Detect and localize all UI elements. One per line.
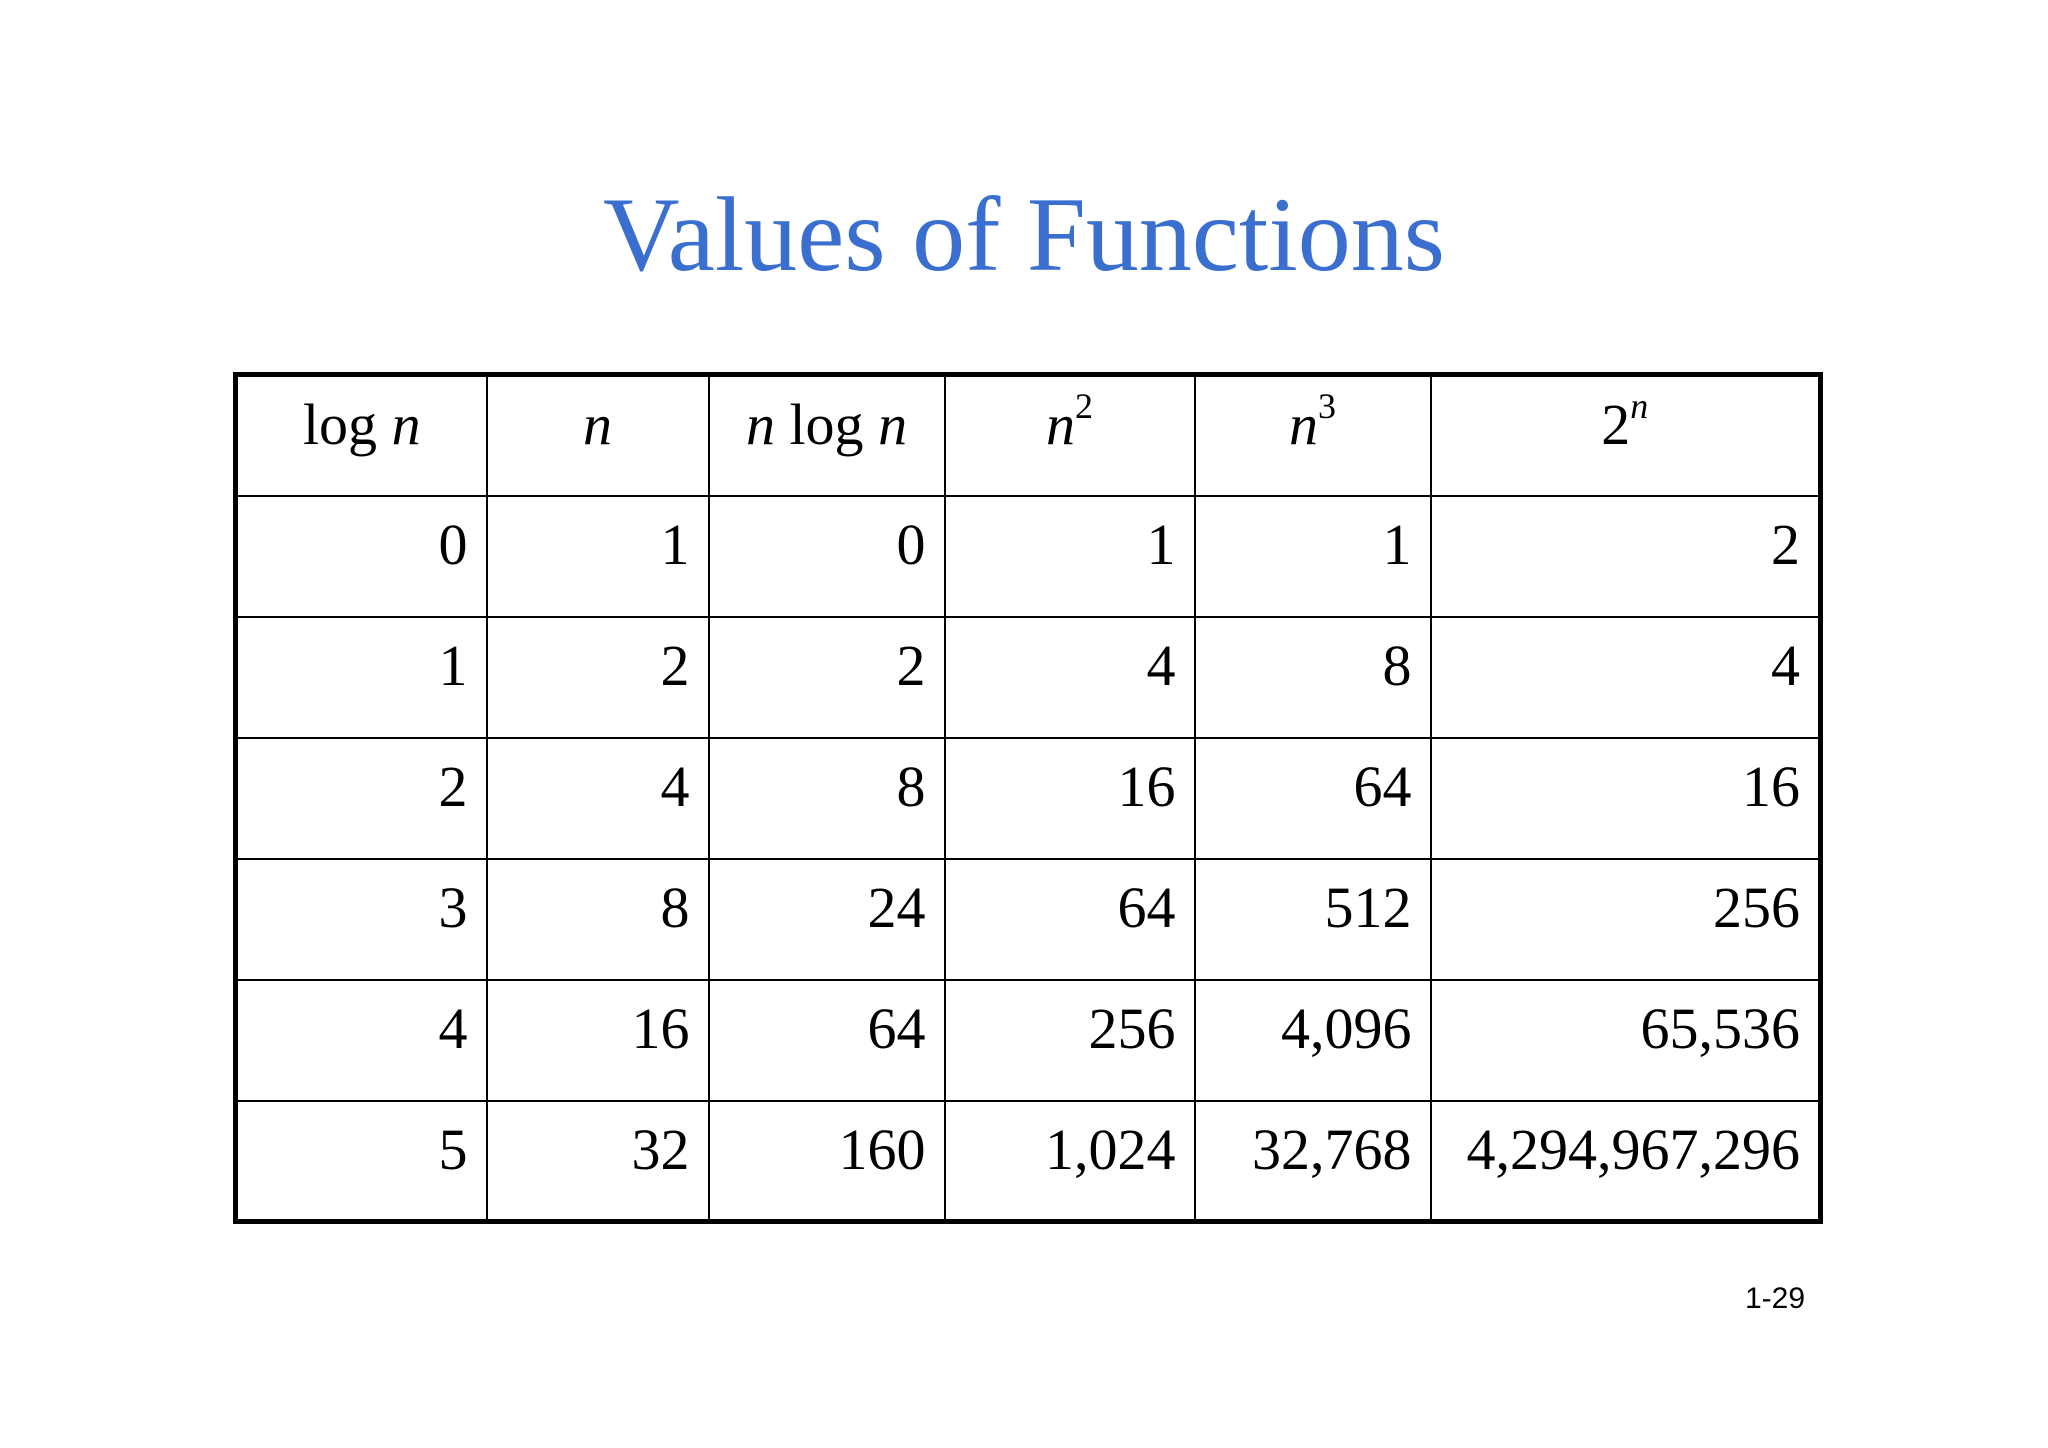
table-cell: 2 xyxy=(487,617,709,738)
table-cell: 65,536 xyxy=(1431,980,1821,1101)
header-two-to-n: 2$^n$ xyxy=(1431,375,1821,496)
table-cell: 4 xyxy=(487,738,709,859)
table-cell: 64 xyxy=(709,980,945,1101)
table-cell: 1 xyxy=(1195,496,1431,617)
table-cell: 8 xyxy=(709,738,945,859)
table-cell: 16 xyxy=(945,738,1195,859)
table-cell: 1,024 xyxy=(945,1101,1195,1222)
table-cell: 32 xyxy=(487,1101,709,1222)
table-cell: 2 xyxy=(236,738,487,859)
table-row xyxy=(236,980,1821,1101)
table-cell: 4,294,967,296 xyxy=(1431,1101,1821,1222)
table-cell: 3 xyxy=(236,859,487,980)
table-row xyxy=(236,1101,1821,1222)
table-cell: 4 xyxy=(945,617,1195,738)
table-cell: 16 xyxy=(487,980,709,1101)
page-number: 1-29 xyxy=(1744,1282,1805,1315)
function-values-table xyxy=(233,372,1823,1224)
table-cell: 2 xyxy=(709,617,945,738)
table-cell: 0 xyxy=(236,496,487,617)
table-cell: 1 xyxy=(945,496,1195,617)
table-cell: 8 xyxy=(487,859,709,980)
table-cell: 8 xyxy=(1195,617,1431,738)
table-cell: 0 xyxy=(709,496,945,617)
table-row xyxy=(236,859,1821,980)
table-cell: 5 xyxy=(236,1101,487,1222)
table-cell: 512 xyxy=(1195,859,1431,980)
table-cell: 64 xyxy=(1195,738,1431,859)
table-cell: 1 xyxy=(236,617,487,738)
header-row xyxy=(236,375,1821,496)
slide-title: Values of Functions xyxy=(602,176,1446,293)
table-cell: 4 xyxy=(236,980,487,1101)
table-cell: 256 xyxy=(945,980,1195,1101)
table-row xyxy=(236,617,1821,738)
table-cell: 1 xyxy=(487,496,709,617)
table-cell: 16 xyxy=(1431,738,1821,859)
table-cell: 256 xyxy=(1431,859,1821,980)
table-cell: 32,768 xyxy=(1195,1101,1431,1222)
header-log-n: log n xyxy=(236,375,487,496)
table-cell: 64 xyxy=(945,859,1195,980)
table-row xyxy=(236,738,1821,859)
header-n: n xyxy=(487,375,709,496)
table-container xyxy=(233,372,1823,1224)
table-row xyxy=(236,496,1821,617)
header-n-cubed: $n^3$ xyxy=(1195,375,1431,496)
header-n-log-n: n log n xyxy=(709,375,945,496)
table-cell: 160 xyxy=(709,1101,945,1222)
table-cell: 2 xyxy=(1431,496,1821,617)
table-cell: 4,096 xyxy=(1195,980,1431,1101)
table-cell: 24 xyxy=(709,859,945,980)
header-n-squared: $n^2$ xyxy=(945,375,1195,496)
table-cell: 4 xyxy=(1431,617,1821,738)
